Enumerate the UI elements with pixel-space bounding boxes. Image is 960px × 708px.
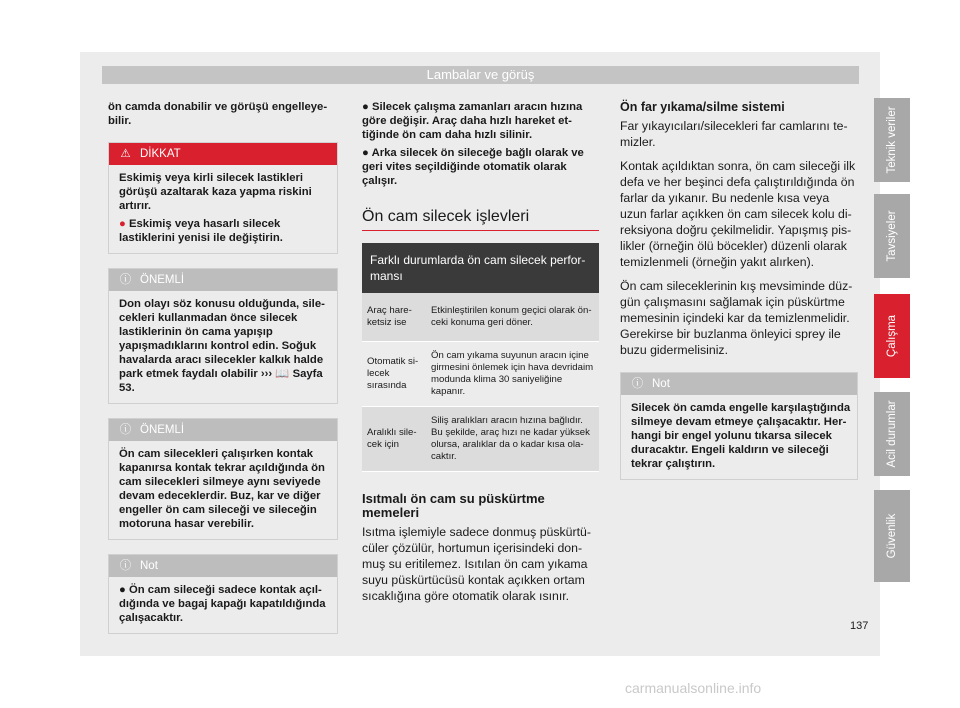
note-body-2: [621, 395, 857, 479]
note-header-1: [109, 555, 337, 577]
heated-title: Isıtmalı ön cam su püskürtme memeleri: [362, 491, 545, 520]
tab-tavsiyeler[interactable]: [874, 194, 910, 278]
table-cell: Araç hareketsiz ise: [362, 293, 426, 342]
table-cell: Aralıklı silecek için: [362, 407, 426, 472]
bullet-text-1: Silecek çalışma zamanları aracın hızına göre değişir. Araç daha hızlı hareket ettiğinde ön cam daha hızlı silinir.: [362, 101, 583, 141]
tab-teknik-veriler[interactable]: [874, 98, 910, 182]
warning-title: DİKKAT: [140, 148, 181, 160]
note-text-1: Ön cam sileceği sadece kontak açıldığında ve bagaj kapağı kapatıldığında çalışacaktır.: [119, 584, 326, 624]
column-2: [362, 100, 599, 612]
tab-label: Acil durumlar: [886, 400, 898, 468]
note-header-2: [621, 373, 857, 395]
note-title-1: Not: [140, 560, 158, 572]
note-icon: ⓘ: [631, 378, 644, 390]
bullet-item-1: [362, 100, 599, 142]
heated-text: Isıtma işlemiyle sadece donmuş püskürtücüler çözülür, hortumun içerisindeki donmuş su eritilemez. Isıtılan ön cam yıkama suyu püskürtücüsü kontak açıkken ortam sıcaklığına göre otomatik olarak ısınır.: [362, 525, 591, 603]
note-body-1: [109, 577, 337, 633]
notice-body-2: [109, 441, 337, 539]
bullet-icon: ●: [119, 218, 126, 230]
tab-guvenlik[interactable]: [874, 490, 910, 582]
tab-label: Güvenlik: [886, 513, 898, 559]
notice-header-1: [109, 269, 337, 291]
note-box-2: [620, 372, 858, 480]
table-cell: Ön cam yıkama suyunun aracın içine girmesini önlemek için hava devridaim modunda klima 30 saniyeliğine kapanır.: [426, 342, 599, 407]
tab-acil-durumlar[interactable]: [874, 392, 910, 476]
warning-bullet-text: Eskimiş veya hasarlı silecek lastiklerini yenisi ile değiştirin.: [119, 218, 283, 244]
info-circle-icon: ⓘ: [119, 424, 132, 436]
note-text-2: Silecek ön camda engelle karşılaştığında silmeye devam etmeye çalışacaktır. Herhangi bir engel yolunu tıkarsa silecek duracaktır. Engeli kaldırın ve sileceği tekrar çalıştırın.: [631, 402, 851, 470]
bullet-item-2: [362, 146, 599, 188]
notice-link[interactable]: Sayfa 53.: [119, 368, 323, 394]
warning-header: [109, 143, 337, 165]
notice-text-1: Don olayı söz konusu olduğunda, silecekleri kullanmadan önce silecek lastiklerinin ön cama yapışıp yapışmadıklarını kontrol edin. Soğuk havalarda aracı silecekler kalkık halde park etmek faydalı olabilir: [119, 298, 325, 380]
notice-box-2: [108, 418, 338, 540]
warning-bullet: [119, 217, 331, 245]
column-1: [108, 100, 338, 648]
table-row: [362, 342, 599, 407]
bullet-icon: ●: [362, 147, 369, 159]
table-cell: Siliş aralıkları aracın hızına bağlıdır. Bu şekilde, araç hızı ne kadar yüksek olursa, aralıklar da o kadar kısa olacaktır.: [426, 407, 599, 472]
headlight-p3: Ön cam sileceklerinin kış mevsiminde düzgün çalışmasını sağlamak için püskürtme memesinin içindeki kar da temizlenmelidir. Gerekirse bir buzlanma önleyici sprey ile buzu gidermelisiniz.: [620, 279, 853, 357]
info-circle-icon: ⓘ: [119, 274, 132, 286]
notice-text-2: Ön cam silecekleri çalışırken kontak kapanırsa kontak tekrar açıldığında ön cam silecekleri silmeye aynı seviyede devam edeceklerdir. Buz, kar ve diğer engeller ön cam sileceği ve sileceğin motoruna hasar verebilir.: [119, 448, 325, 530]
table-cell: Etkinleştirilen konum geçici olarak önceki konuma geri döner.: [426, 293, 599, 342]
page-number: 137: [850, 620, 869, 632]
headlight-p1: Far yıkayıcıları/silecekleri far camlarını temizler.: [620, 119, 848, 149]
note-box-1: [108, 554, 338, 634]
notice-title-2: ÖNEMLİ: [140, 424, 185, 436]
watermark: carmanualsonline.info: [625, 680, 762, 696]
notice-header-2: [109, 419, 337, 441]
table-header-row: [362, 243, 599, 293]
notice-body-1: Don olayı söz konusu olduğunda, silecekleri kullanmadan önce silecek lastiklerinin ön cama yapışıp yapışmadıklarını kontrol edin. Soğuk havalarda aracı silecekler kalkık halde park etmek faydalı olabilir ››› 📖 Sayfa 53.: [109, 291, 337, 403]
section-title: Ön cam silecek işlevleri: [362, 210, 599, 231]
notice-title-1: ÖNEMLİ: [140, 274, 185, 286]
note-icon: ⓘ: [119, 560, 132, 572]
wiper-table: [362, 243, 599, 472]
bullet-text-2: Arka silecek ön sileceğe bağlı olarak ve geri vites seçildiğinde otomatik olarak çalışır.: [362, 147, 584, 187]
tab-label: Teknik veriler: [886, 106, 898, 174]
table-cell: Otomatik silecek sırasında: [362, 342, 426, 407]
warning-text: Eskimiş veya kirli silecek lastikleri görüşü azaltarak kaza yapma riskini artırır.: [119, 172, 312, 212]
notice-box-1: [108, 268, 338, 404]
warning-box: [108, 142, 338, 254]
note-title-2: Not: [652, 378, 670, 390]
warning-body: [109, 165, 337, 253]
table-row: [362, 293, 599, 342]
headlight-title: Ön far yıkama/silme sistemi: [620, 100, 785, 114]
bullet-icon: ●: [362, 101, 369, 113]
page-header: Lambalar ve görüş: [102, 66, 859, 84]
column-3: [620, 100, 858, 494]
table-header: Farklı durumlarda ön cam silecek performansı: [362, 243, 599, 293]
book-icon: 📖: [275, 368, 290, 380]
bullet-icon: ●: [119, 584, 126, 596]
table-row: [362, 407, 599, 472]
headlight-p2: Kontak açıldıktan sonra, ön cam sileceği ilk defa ve her beşinci defa çalıştırıldığında ön farlar da yıkanır. Bu nedenle kısa veya uzun farlar açıkken ön cam silecek kolu direksiyona doğru çekilmelidir. Yapışmış pislikler (örneğin ölü böcekler) düzenli olarak temizlenmeli (örneğin yakıt alırken).: [620, 159, 856, 269]
tab-label: Tavsiyeler: [886, 210, 898, 262]
tab-calisma[interactable]: [874, 294, 910, 378]
warning-triangle-icon: ⚠: [120, 148, 131, 160]
tab-label: Çalışma: [886, 314, 898, 358]
intro-text: ön camda donabilir ve görüşü engelleyebilir.: [108, 101, 328, 127]
